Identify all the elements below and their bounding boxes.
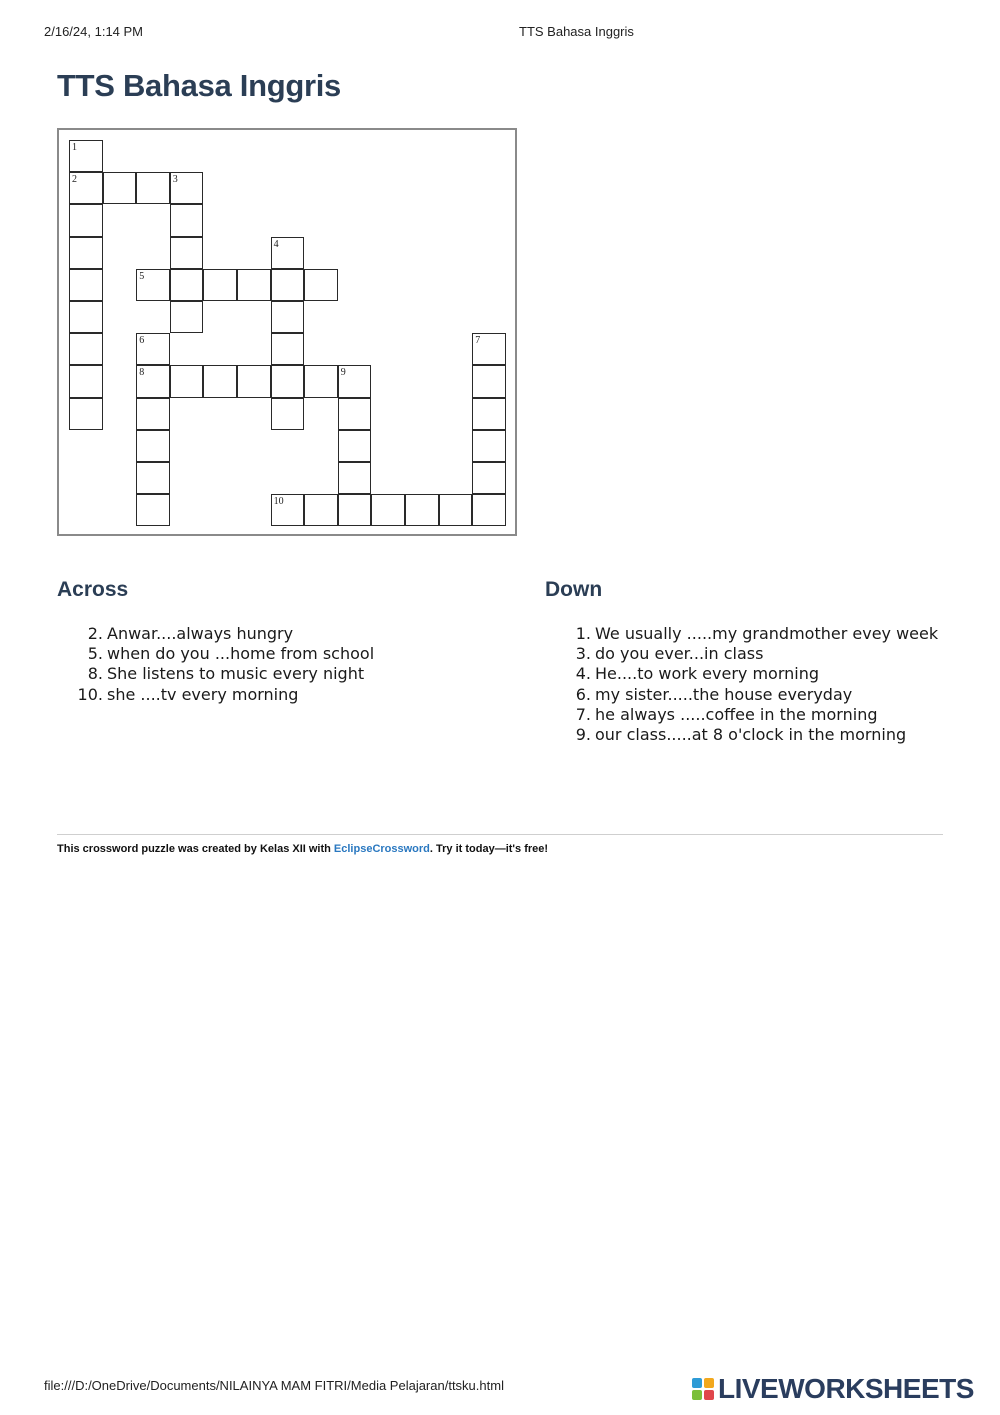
- across-clue-list: [57, 624, 497, 705]
- clue-text: do you ever...in class: [595, 644, 764, 664]
- crossword-cell[interactable]: [136, 333, 170, 365]
- crossword-cell[interactable]: [472, 430, 506, 462]
- down-clue: [545, 664, 945, 684]
- clue-number: 6.: [575, 684, 591, 704]
- clue-number: 10: [273, 496, 284, 508]
- crossword-cell[interactable]: [69, 269, 103, 301]
- print-file-path: file:///D:/OneDrive/Documents/NILAINYA MAM FITRI/Media Pelajaran/ttsku.html: [44, 1378, 504, 1393]
- crossword-cell[interactable]: [304, 365, 338, 397]
- credit-line: [57, 843, 548, 855]
- clue-number: 3.: [575, 644, 591, 664]
- crossword-cell[interactable]: [170, 237, 204, 269]
- crossword-cell[interactable]: [170, 172, 204, 204]
- clue-number: 3: [172, 174, 178, 186]
- down-heading: Down: [545, 578, 603, 601]
- crossword-cell[interactable]: [237, 269, 271, 301]
- crossword-cell[interactable]: [69, 140, 103, 172]
- print-page-title: TTS Bahasa Inggris: [519, 24, 634, 39]
- crossword-cell[interactable]: [271, 269, 305, 301]
- credit-suffix: . Try it today—it's free!: [429, 843, 549, 855]
- crossword-cell[interactable]: [69, 398, 103, 430]
- clue-number: 1: [72, 142, 77, 153]
- clue-number: 9.: [575, 725, 591, 745]
- liveworksheets-logo-text: LIVEWORKSHEETS: [718, 1373, 974, 1404]
- crossword-cell[interactable]: [271, 494, 305, 526]
- crossword-cell[interactable]: [136, 269, 170, 301]
- crossword-cell[interactable]: [472, 494, 506, 526]
- crossword-cell[interactable]: [405, 494, 439, 526]
- down-clue: [545, 705, 945, 725]
- clue-number: 4.: [575, 664, 591, 684]
- clue-number: 2: [72, 174, 77, 186]
- crossword-cell[interactable]: [136, 462, 170, 494]
- clue-number: 8: [139, 367, 145, 379]
- crossword-cell[interactable]: [304, 269, 338, 301]
- eclipsecrossword-link[interactable]: EclipseCrossword: [333, 843, 430, 855]
- clue-number: 9: [340, 367, 346, 379]
- crossword-cell[interactable]: [170, 365, 204, 397]
- logo-square: [692, 1390, 702, 1400]
- across-clue: [57, 685, 497, 705]
- down-clue: [545, 725, 945, 745]
- crossword-cell[interactable]: [170, 204, 204, 236]
- crossword-cell[interactable]: [271, 301, 305, 333]
- clue-number: 5: [139, 270, 145, 282]
- across-clue: [57, 624, 497, 644]
- crossword-cell[interactable]: [237, 365, 271, 397]
- crossword-cell[interactable]: [271, 398, 305, 430]
- clue-text: She listens to music every night: [107, 664, 365, 684]
- clue-text: my sister.....the house everyday: [595, 684, 853, 704]
- crossword-cell[interactable]: [338, 365, 372, 397]
- across-clue: [57, 644, 497, 664]
- clue-number: 2.: [87, 624, 103, 643]
- down-clue-list: [545, 624, 945, 745]
- across-clue: [57, 664, 497, 684]
- clue-number: 4: [273, 238, 279, 250]
- crossword-cell[interactable]: [69, 237, 103, 269]
- crossword-cell[interactable]: [338, 430, 372, 462]
- crossword-cell[interactable]: [136, 430, 170, 462]
- clue-text: He....to work every morning: [595, 664, 820, 684]
- page-title: TTS Bahasa Inggris: [57, 68, 341, 103]
- crossword-cell[interactable]: [136, 172, 170, 204]
- crossword-cell[interactable]: [203, 269, 237, 301]
- clue-number: 7.: [575, 704, 591, 724]
- crossword-cell[interactable]: [69, 204, 103, 236]
- clue-number: 7: [475, 335, 481, 347]
- crossword-cell[interactable]: [371, 494, 405, 526]
- divider: [57, 834, 943, 835]
- crossword-cell[interactable]: [271, 365, 305, 397]
- clue-text: she ....tv every morning: [107, 684, 299, 704]
- liveworksheets-logo: [692, 1374, 974, 1404]
- crossword-cell[interactable]: [472, 398, 506, 430]
- clue-number: 6: [139, 335, 145, 347]
- crossword-cell[interactable]: [69, 365, 103, 397]
- logo-square: [704, 1390, 714, 1400]
- crossword-cell[interactable]: [338, 398, 372, 430]
- crossword-cell[interactable]: [103, 172, 137, 204]
- logo-square: [704, 1378, 714, 1388]
- down-clue: [545, 644, 945, 664]
- print-datetime: 2/16/24, 1:14 PM: [44, 24, 144, 39]
- crossword-cell[interactable]: [338, 494, 372, 526]
- crossword-cell[interactable]: [304, 494, 338, 526]
- crossword-cell[interactable]: [271, 237, 305, 269]
- credit-prefix: This crossword puzzle was created by Kelas XII with: [57, 843, 334, 855]
- crossword-cell[interactable]: [136, 365, 170, 397]
- logo-square: [692, 1378, 702, 1388]
- crossword-cell[interactable]: [439, 494, 473, 526]
- down-clue: [545, 624, 945, 644]
- crossword-cell[interactable]: [170, 269, 204, 301]
- crossword-cell[interactable]: [69, 301, 103, 333]
- clue-text: Anwar....always hungry: [107, 624, 294, 643]
- crossword-cell[interactable]: [271, 333, 305, 365]
- crossword-cell[interactable]: [472, 462, 506, 494]
- crossword-cell[interactable]: [472, 365, 506, 397]
- clue-text: We usually .....my grandmother evey week: [595, 624, 939, 643]
- clue-text: our class.....at 8 o'clock in the morning: [595, 725, 907, 745]
- crossword-cell[interactable]: [203, 365, 237, 397]
- crossword-cell[interactable]: [136, 398, 170, 430]
- liveworksheets-logo-icon: [692, 1378, 714, 1400]
- crossword-cell[interactable]: [472, 333, 506, 365]
- clue-number: 1.: [575, 624, 591, 643]
- clue-number: 8.: [87, 664, 103, 684]
- crossword-cell[interactable]: [338, 462, 372, 494]
- crossword-grid: [57, 128, 517, 536]
- clue-text: when do you ...home from school: [107, 644, 375, 664]
- clue-text: he always .....coffee in the morning: [595, 704, 878, 724]
- clue-number: 10.: [77, 684, 103, 704]
- crossword-cell[interactable]: [136, 494, 170, 526]
- crossword-cell[interactable]: [69, 333, 103, 365]
- down-clue: [545, 685, 945, 705]
- clue-number: 5.: [87, 644, 103, 664]
- crossword-cell[interactable]: [170, 301, 204, 333]
- across-heading: Across: [57, 578, 129, 601]
- crossword-cell[interactable]: [69, 172, 103, 204]
